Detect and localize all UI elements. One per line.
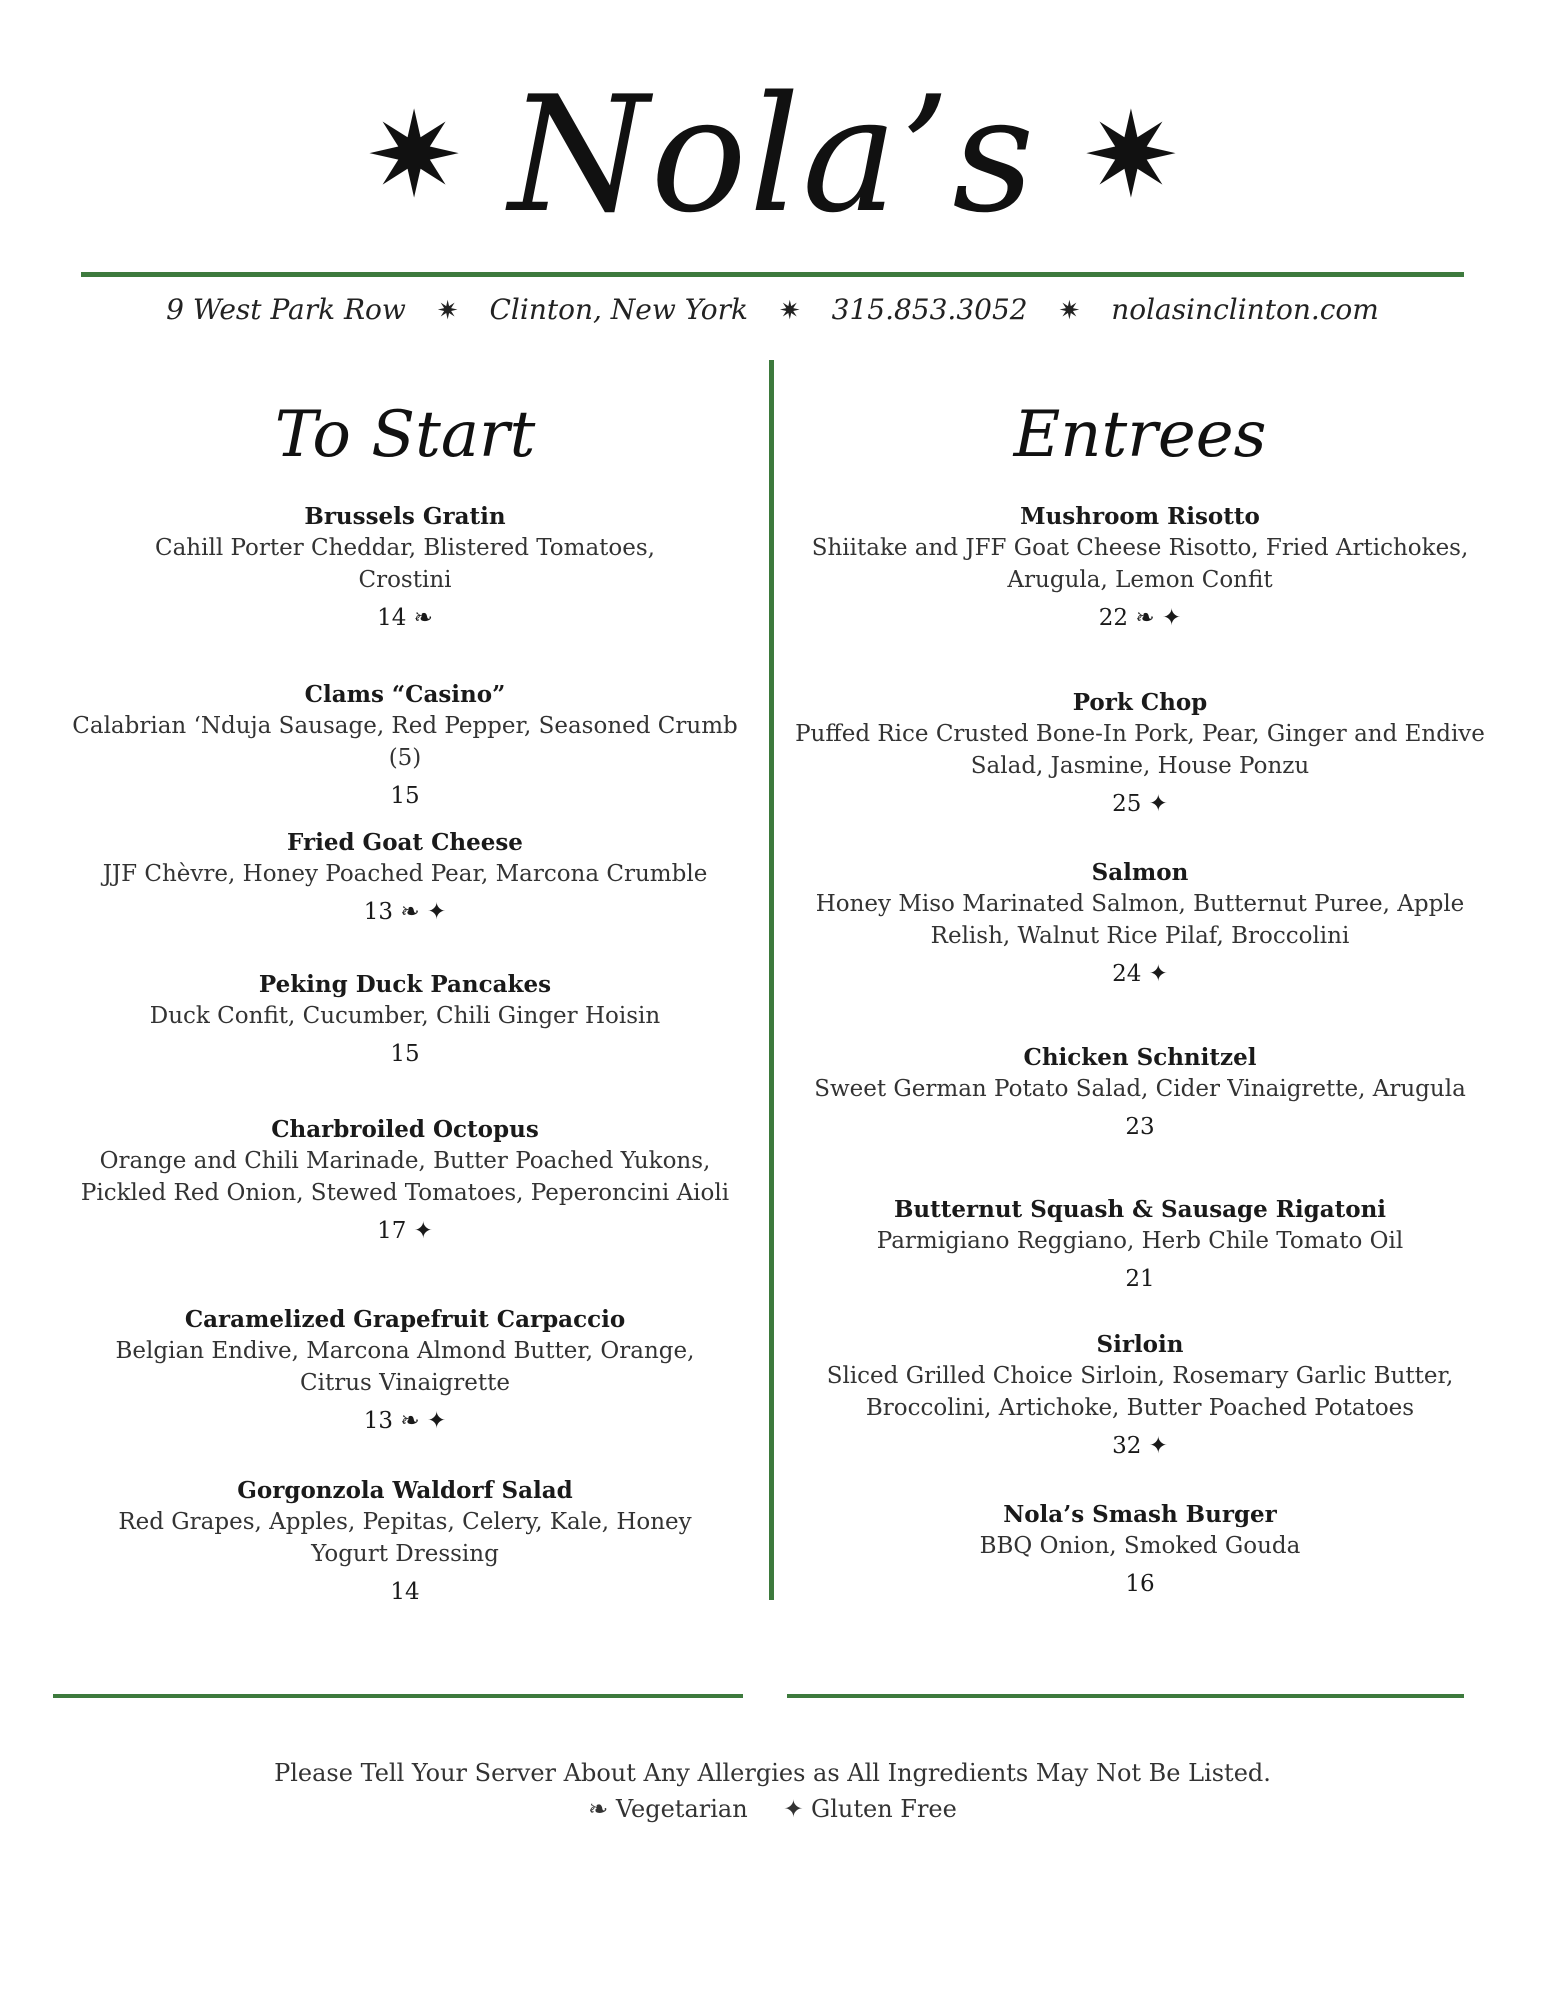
item-price: 15 [390,1041,420,1067]
entrees-title: Entrees [1013,398,1267,472]
item-name: Caramelized Grapefruit Carpaccio [184,1306,626,1333]
menu-item [60,1476,750,1610]
city: Clinton, New York [489,293,749,326]
item-description: Orange and Chili Marinade, Butter Poached Yukons, Pickled Red Onion, Stewed Tomatoes, Peperoncini Aioli [80,1148,730,1206]
item-name: Charbroiled Octopus [271,1116,539,1143]
starters-column [60,380,750,1605]
item-price: 15 [390,783,420,809]
menu-item [60,970,750,1072]
allergy-note: Please Tell Your Server About Any Allergies as All Ingredients May Not Be Listed. [274,1759,1271,1787]
item-price: 24 ✦ [1112,961,1168,987]
website: nolasinclinton.com [1111,293,1379,326]
item-name: Salmon [1091,859,1189,886]
separator-icon: ✷ [1058,296,1081,326]
menu-item [790,1330,1490,1464]
item-price: 13 ❧ ✦ [363,899,447,925]
phone: 315.853.3052 [831,293,1028,326]
item-price: 16 [1125,1571,1155,1597]
item-price: 21 [1125,1266,1155,1292]
item-name: Chicken Schnitzel [1023,1044,1257,1071]
item-description: Puffed Rice Crusted Bone-In Pork, Pear, Ginger and Endive Salad, Jasmine, House Ponzu [795,721,1485,779]
bottom-divider-left [53,1694,743,1698]
item-description: Shiitake and JFF Goat Cheese Risotto, Fried Artichokes, Arugula, Lemon Confit [811,535,1469,593]
item-price: 13 ❧ ✦ [363,1408,447,1434]
menu-item [790,858,1490,992]
item-name: Brussels Gratin [304,503,506,530]
item-name: Clams “Casino” [304,681,506,708]
item-price: 17 ✦ [377,1218,433,1244]
menu-item [790,1195,1490,1297]
item-name: Gorgonzola Waldorf Salad [237,1477,573,1504]
top-divider [81,272,1464,277]
menu-item [790,502,1490,636]
entrees-column [790,380,1490,1597]
starters-title: To Start [274,398,536,472]
item-description: Calabrian ‘Nduja Sausage, Red Pepper, Seasoned Crumb (5) [72,713,738,771]
item-price: 25 ✦ [1112,791,1168,817]
star-left-icon: ✷ [364,86,464,224]
restaurant-name: Nola’s [508,61,1037,248]
item-name: Butternut Squash & Sausage Rigatoni [893,1196,1387,1223]
separator-icon: ✷ [778,296,801,326]
item-price: 14 [390,1579,420,1605]
menu-item [790,1043,1490,1145]
vegetarian-legend: ❧ Vegetarian [588,1795,748,1823]
menu-item [60,502,750,636]
menu-item [790,1500,1490,1602]
item-description: Sliced Grilled Choice Sirloin, Rosemary Garlic Butter, Broccolini, Artichoke, Butter Poached Potatoes [826,1363,1454,1421]
item-name: Peking Duck Pancakes [258,971,552,998]
item-description: JJF Chèvre, Honey Poached Pear, Marcona Crumble [102,861,708,887]
item-price: 14 ❧ [377,605,433,631]
separator-icon: ✷ [436,296,459,326]
item-description: Duck Confit, Cucumber, Chili Ginger Hoisin [149,1003,661,1029]
star-right-icon: ✷ [1081,86,1181,224]
item-description: Red Grapes, Apples, Pepitas, Celery, Kale, Honey Yogurt Dressing [118,1509,692,1567]
item-description: Parmigiano Reggiano, Herb Chile Tomato Oil [876,1228,1404,1254]
address: 9 West Park Row [166,293,406,326]
item-name: Pork Chop [1072,689,1208,716]
item-name: Mushroom Risotto [1020,503,1260,530]
item-price: 23 [1125,1114,1155,1140]
item-description: Cahill Porter Cheddar, Blistered Tomatoes, Crostini [155,535,655,593]
menu-item [60,1305,750,1439]
gluten-free-legend: ✦ Gluten Free [783,1795,957,1823]
item-description: BBQ Onion, Smoked Gouda [979,1533,1301,1559]
item-name: Nola’s Smash Burger [1003,1501,1277,1528]
item-description: Honey Miso Marinated Salmon, Butternut Puree, Apple Relish, Walnut Rice Pilaf, Broccolini [815,891,1465,949]
menu-item [790,688,1490,822]
item-price: 22 ❧ ✦ [1098,605,1182,631]
menu-item [60,1115,750,1249]
item-description: Sweet German Potato Salad, Cider Vinaigrette, Arugula [814,1076,1466,1102]
bottom-divider-right [787,1694,1464,1698]
menu-item [60,828,750,930]
column-divider [769,360,774,1600]
menu-item [60,680,750,814]
item-name: Sirloin [1096,1331,1184,1358]
contact-line [0,290,1545,330]
footer [0,1755,1545,1827]
item-name: Fried Goat Cheese [287,829,523,856]
item-description: Belgian Endive, Marcona Almond Butter, Orange, Citrus Vinaigrette [115,1338,695,1396]
item-price: 32 ✦ [1112,1433,1168,1459]
restaurant-title [0,55,1545,255]
dietary-legend [0,1791,1545,1827]
